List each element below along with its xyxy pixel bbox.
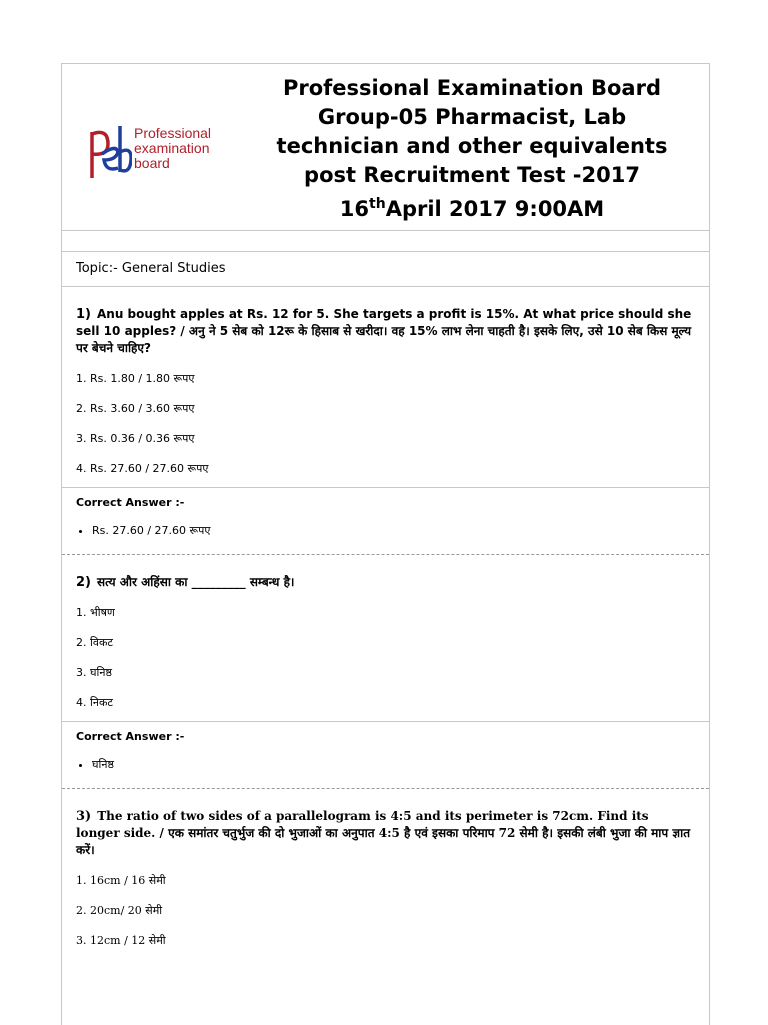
question-3 [62,789,709,949]
header [62,64,709,231]
correct-answer-label: Correct Answer :- [76,496,185,509]
option-4: 4. निकट [76,696,113,709]
correct-answer-section [62,487,709,554]
option-3: 3. घनिष्ठ [76,666,112,679]
option-1: 1. 16cm / 16 सेमी [76,874,166,887]
option-3: 3. 12cm / 12 सेमी [76,934,166,947]
exam-title [252,74,692,224]
correct-answer: • Rs. 27.60 / 27.60 रूपए [92,523,695,538]
question-2 [62,555,709,789]
option-2: 2. Rs. 3.60 / 3.60 रूपए [76,402,195,415]
question-1 [62,287,709,555]
question-text: 3) The ratio of two sides of a parallelogram is 4:5 and its perimeter is 72cm. Find its longer side. / एक समांतर चतुर्भुज की दो भुजाओं का अनुपात 4:5 है एवं इसका परिमाप 72 सेमी है। इसकी लंबी भुजा की माप ज्ञात करें। [76,809,691,857]
title-line: Group-05 Pharmacist, Lab [317,105,627,129]
logo-text-line1: Professional [134,125,212,141]
logo-text-line3: board [134,155,170,171]
option-3: 3. Rs. 0.36 / 0.36 रूपए [76,432,195,445]
question-text: 1) Anu bought apples at Rs. 12 for 5. She targets a profit is 15%. At what price should she sell 10 apples? / अनु ने 5 सेब को 12रू के हिसाब से खरीदा। वह 15% लाभ लेना चाहती है। इसके लिए, उसे 10 सेब किस मूल्य पर बेचने चाहिए? [76,307,692,355]
title-line: Professional Examination Board [283,76,661,100]
question-text: 2) सत्य और अहिंसा का _________ सम्बन्ध है। [76,575,295,590]
exam-date: 16thApril 2017 9:00AM [339,196,605,221]
option-4: 4. Rs. 27.60 / 27.60 रूपए [76,462,209,475]
option-1: 1. Rs. 1.80 / 1.80 रूपए [76,372,195,385]
option-2: 2. विकट [76,636,113,649]
option-1: 1. भीषण [76,606,115,619]
correct-answer: • घनिष्ठ [92,757,695,772]
title-line: technician and other equivalents [276,134,668,158]
logo-text-line2: examination [134,140,210,156]
option-2: 2. 20cm/ 20 सेमी [76,904,163,917]
peb-logo-icon [86,122,132,182]
correct-answer-section [62,721,709,788]
header-divider [62,231,709,252]
topic-label: Topic:- General Studies [62,252,709,287]
title-line: post Recruitment Test -2017 [304,163,640,187]
peb-logo [86,122,236,182]
correct-answer-label: Correct Answer :- [76,730,185,743]
question-paper [61,63,710,1025]
